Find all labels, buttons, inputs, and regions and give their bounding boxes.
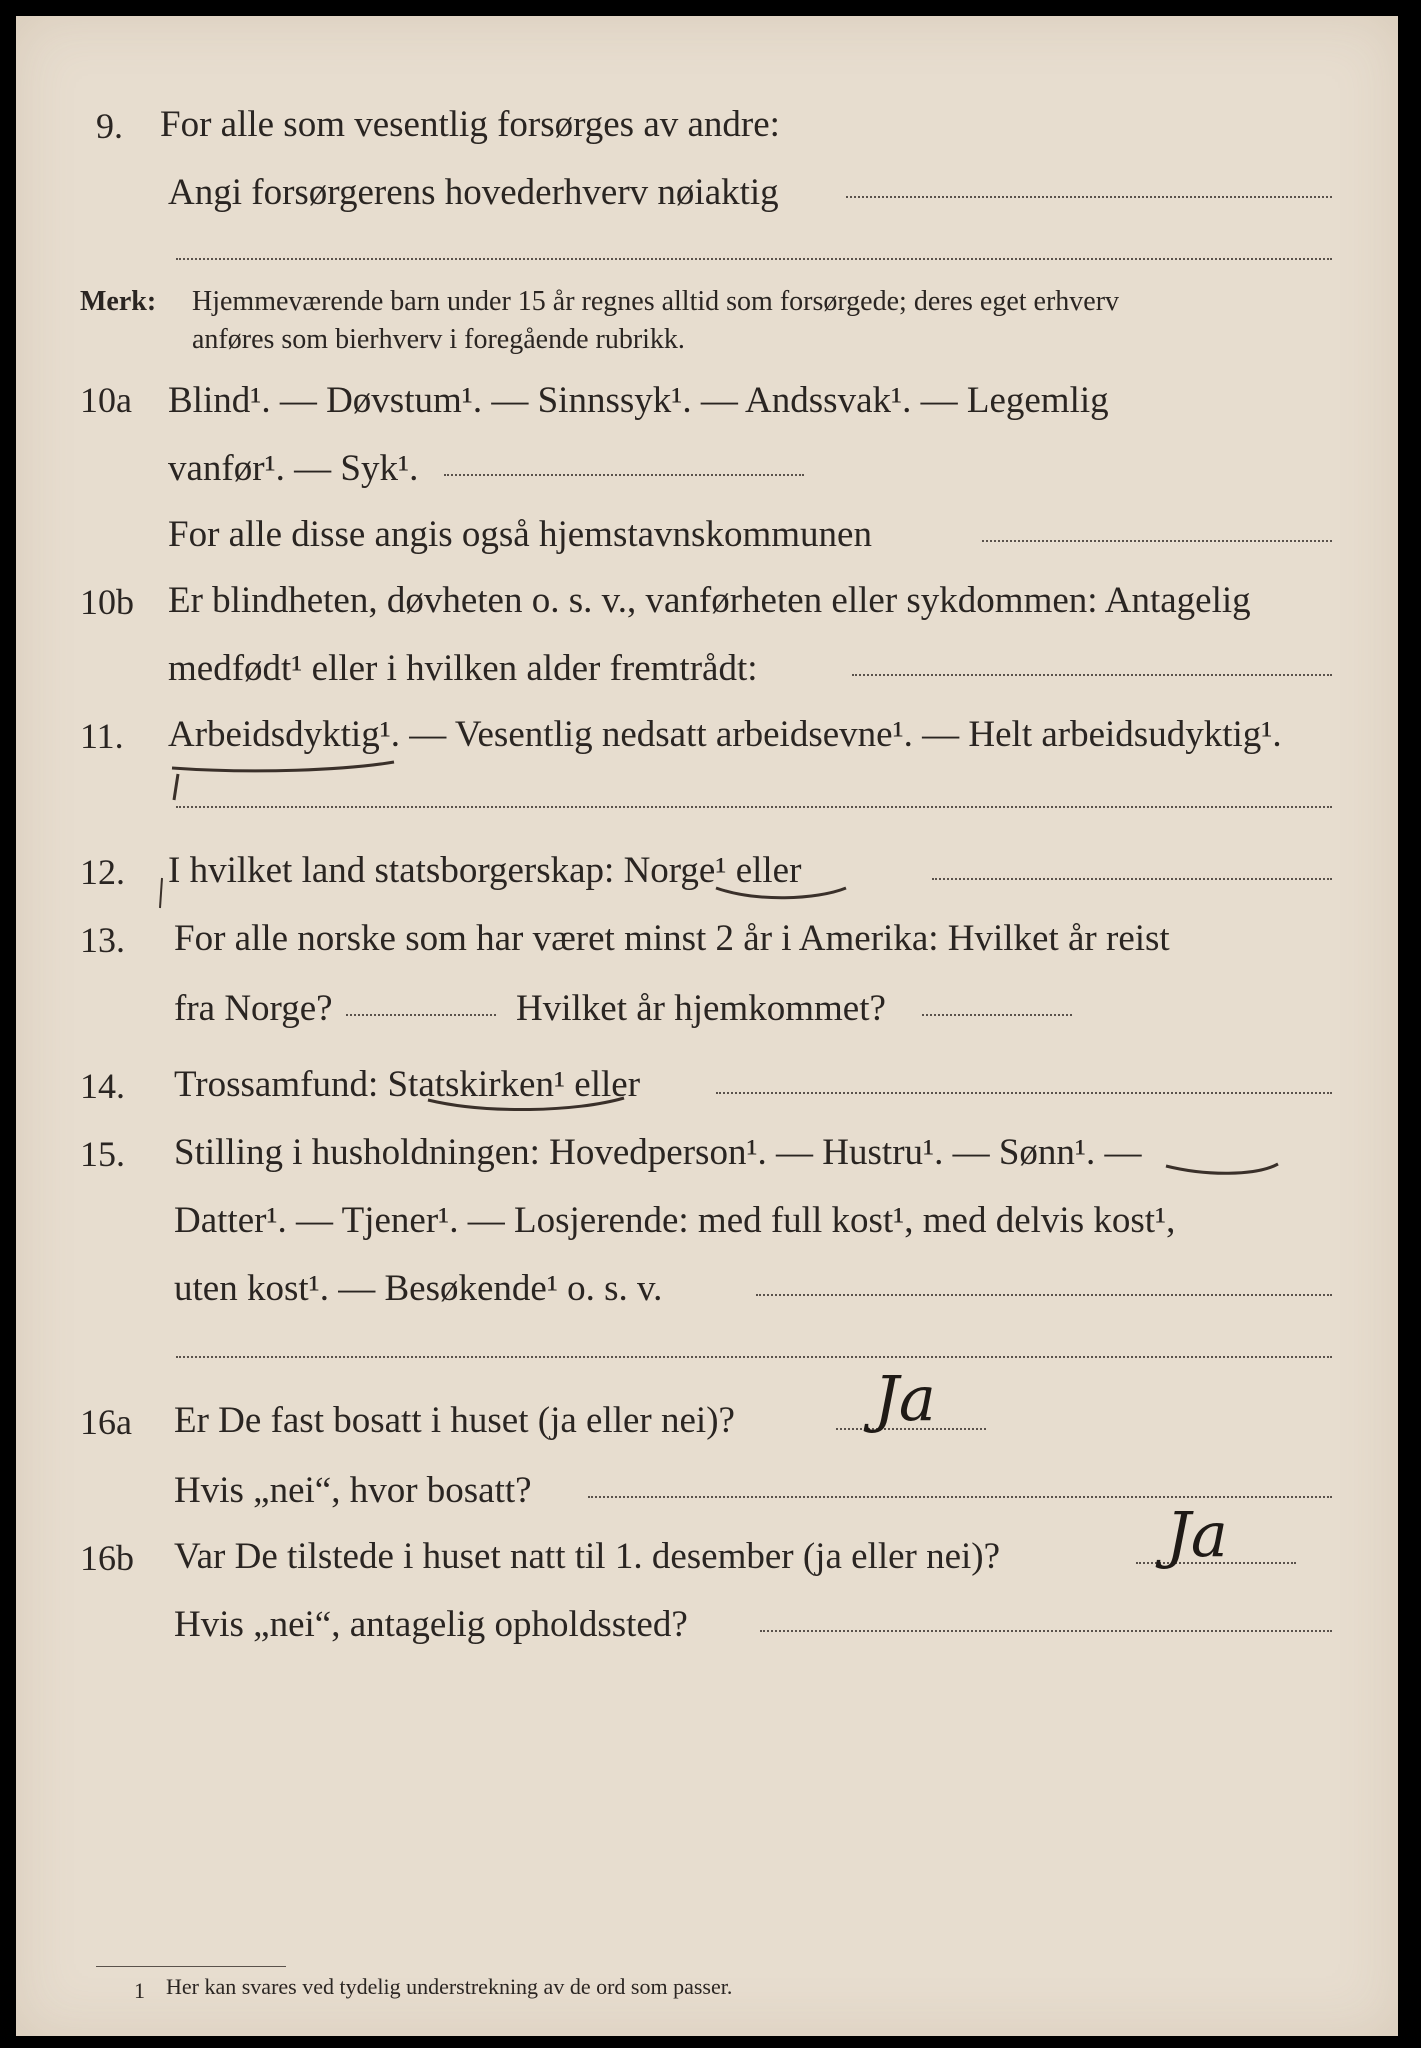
- q11-line-1: Arbeidsdyktig¹. — Vesentlig nedsatt arbeidsevne¹. — Helt arbeidsudyktig¹.: [168, 714, 1282, 755]
- q10a-line-1: Blind¹. — Døvstum¹. — Sinnssyk¹. — Andssvak¹. — Legemlig: [168, 380, 1109, 421]
- q9-heading: For alle som vesentlig forsørges av andre:: [160, 104, 780, 145]
- tick-mark-q11: [174, 774, 178, 800]
- q13-line-2b: Hvilket år hjemkommet?: [516, 988, 886, 1029]
- underline-sonn: [1166, 1164, 1278, 1173]
- q16b-line-1: Var De tilstede i huset natt til 1. desember (ja eller nei)?: [174, 1536, 1001, 1577]
- q11-number: 11.: [80, 716, 124, 756]
- q16b-line-2: Hvis „nei“, antagelig opholdssted?: [174, 1604, 688, 1645]
- q10b-line-2: medfødt¹ eller i hvilken alder fremtrådt:: [168, 648, 758, 689]
- q10a-line-2: vanfør¹. — Syk¹.: [168, 448, 419, 489]
- underline-arbeidsdyktig: [172, 762, 394, 771]
- merk-line-2: anføres som bierhverv i foregående rubrikk.: [192, 324, 685, 355]
- q10b-line-1: Er blindheten, døvheten o. s. v., vanførheten eller sykdommen: Antagelig: [168, 580, 1251, 621]
- census-form-page: [16, 16, 1398, 2036]
- q9-instruction: Angi forsørgerens hovederhverv nøiaktig: [168, 172, 779, 213]
- underline-statskirken: [428, 1098, 624, 1110]
- q14-line-1: Trossamfund: Statskirken¹ eller: [174, 1064, 641, 1105]
- merk-line-1: Hjemmeværende barn under 15 år regnes alltid som forsørgede; deres eget erhverv: [192, 286, 1120, 317]
- q12-number: 12.: [80, 852, 125, 892]
- q16a-number: 16a: [80, 1402, 132, 1442]
- q15-number: 15.: [80, 1134, 125, 1174]
- q15-line-3: uten kost¹. — Besøkende¹ o. s. v.: [174, 1268, 663, 1309]
- tick-mark-q12: [160, 878, 162, 908]
- q13-number: 13.: [80, 920, 125, 960]
- footnote-mark: 1: [134, 1978, 145, 2003]
- handwritten-marks: [16, 16, 1398, 2036]
- q12-line-1: I hvilket land statsborgerskap: Norge¹ eller: [168, 850, 802, 891]
- q10a-line-3: For alle disse angis også hjemstavnskommunen: [168, 514, 872, 555]
- q13-line-1: For alle norske som har været minst 2 år i Amerika: Hvilket år reist: [174, 918, 1170, 959]
- q16a-line-1: Er De fast bosatt i huset (ja eller nei)?: [174, 1400, 735, 1441]
- q15-line-1: Stilling i husholdningen: Hovedperson¹. — Hustru¹. — Sønn¹. —: [174, 1132, 1142, 1173]
- q16b-number: 16b: [80, 1538, 134, 1578]
- q16a-line-2: Hvis „nei“, hvor bosatt?: [174, 1470, 532, 1511]
- q16a-handwritten-answer: Ja: [874, 1362, 936, 1435]
- underline-norge: [716, 888, 846, 898]
- q10b-number: 10b: [80, 582, 134, 622]
- q10a-number: 10a: [80, 380, 132, 420]
- q14-number: 14.: [80, 1066, 125, 1106]
- q13-line-2a: fra Norge?: [174, 988, 333, 1029]
- q15-line-2: Datter¹. — Tjener¹. — Losjerende: med full kost¹, med delvis kost¹,: [174, 1200, 1176, 1241]
- q9-number: 9.: [96, 106, 123, 146]
- merk-label: Merk:: [80, 286, 157, 317]
- footnote-text: Her kan svares ved tydelig understrekning av de ord som passer.: [166, 1974, 733, 1999]
- q16b-handwritten-answer: Ja: [1166, 1498, 1228, 1571]
